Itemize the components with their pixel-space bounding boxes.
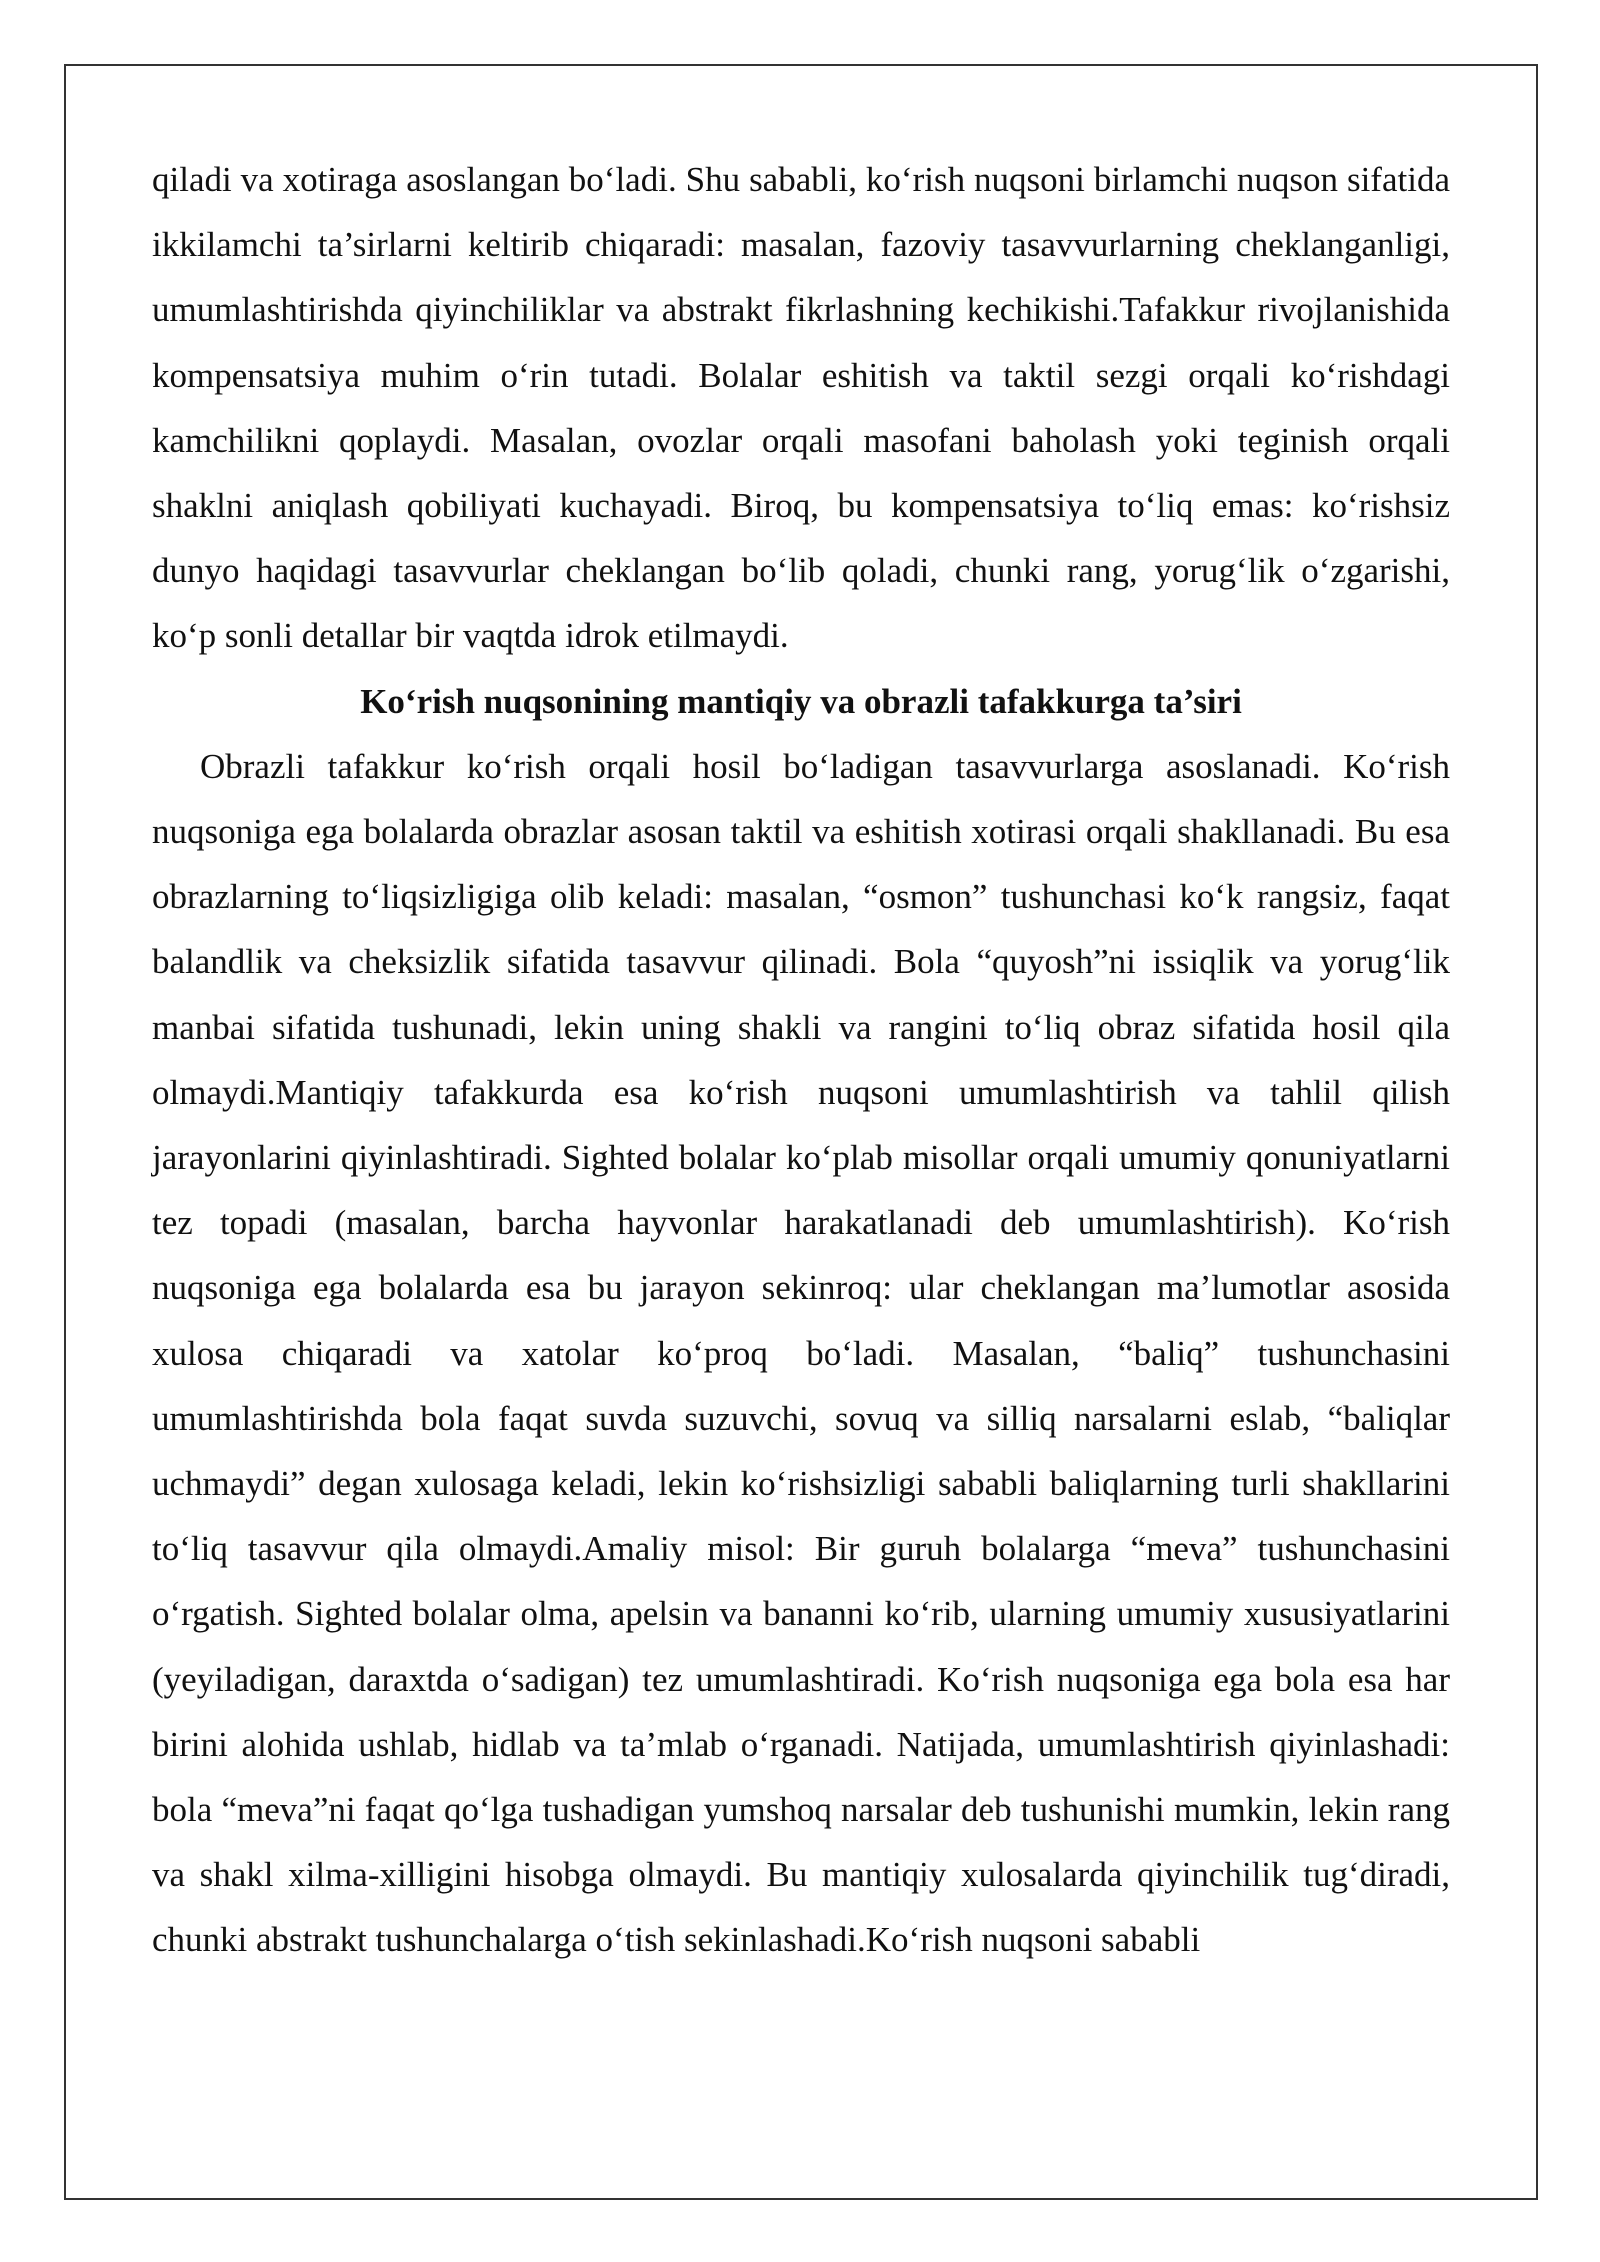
- document-body: [152, 147, 1450, 1973]
- paragraph-continued: qiladi va xotiraga asoslangan bo‘ladi. Shu sababli, ko‘rish nuqsoni birlamchi nuqson sifatida ikkilamchi ta’sirlarni keltirib chiqaradi: masalan, fazoviy tasavvurlarning cheklanganligi, umumlashtirishda qiyinchiliklar va abstrakt fikrlashning kechikishi.Tafakkur rivojlanishida kompensatsiya muhim o‘rin tutadi. Bolalar eshitish va taktil sezgi orqali ko‘rishdagi kamchilikni qoplaydi. Masalan, ovozlar orqali masofani baholash yoki teginish orqali shaklni aniqlash qobiliyati kuchayadi. Biroq, bu kompensatsiya to‘liq emas: ko‘rishsiz dunyo haqidagi tasavvurlar cheklangan bo‘lib qoladi, chunki rang, yorug‘lik o‘zgarishi, ko‘p sonli detallar bir vaqtda idrok etilmaydi.: [152, 160, 1450, 656]
- section-heading: Ko‘rish nuqsonining mantiqiy va obrazli tafakkurga ta’siri: [360, 681, 1242, 721]
- paragraph-main: Obrazli tafakkur ko‘rish orqali hosil bo‘ladigan tasavvurlarga asoslanadi. Ko‘rish nuqsoniga ega bolalarda obrazlar asosan taktil va eshitish xotirasi orqali shakllanadi. Bu esa obrazlarning to‘liqsizligiga olib keladi: masalan, “osmon” tushunchasi ko‘k rangsiz, faqat balandlik va cheksizlik sifatida tasavvur qilinadi. Bola “quyosh”ni issiqlik va yorug‘lik manbai sifatida tushunadi, lekin uning shakli va rangini to‘liq obraz sifatida hosil qila olmaydi.Mantiqiy tafakkurda esa ko‘rish nuqsoni umumlashtirish va tahlil qilish jarayonlarini qiyinlashtiradi. Sighted bolalar ko‘plab misollar orqali umumiy qonuniyatlarni tez topadi (masalan, barcha hayvonlar harakatlanadi deb umumlashtirish). Ko‘rish nuqsoniga ega bolalarda esa bu jarayon sekinroq: ular cheklangan ma’lumotlar asosida xulosa chiqaradi va xatolar ko‘proq bo‘ladi. Masalan, “baliq” tushunchasini umumlashtirishda bola faqat suvda suzuvchi, sovuq va silliq narsalarni eslab, “baliqlar uchmaydi” degan xulosaga keladi, lekin ko‘rishsizligi sababli baliqlarning turli shakllarini to‘liq tasavvur qila olmaydi.Amaliy misol: Bir guruh bolalarga “meva” tushunchasini o‘rgatish. Sighted bolalar olma, apelsin va bananni ko‘rib, ularning umumiy xususiyatlarini (yeyiladigan, daraxtda o‘sadigan) tez umumlashtiradi. Ko‘rish nuqsoniga ega bola esa har birini alohida ushlab, hidlab va ta’mlab o‘rganadi. Natijada, umumlashtirish qiyinlashadi: bola “meva”ni faqat qo‘lga tushadigan yumshoq narsalar deb tushunishi mumkin, lekin rang va shakl xilma-xilligini hisobga olmaydi. Bu mantiqiy xulosalarda qiyinchilik tug‘diradi, chunki abstrakt tushunchalarga o‘tish sekinlashadi.Ko‘rish nuqsoni sababli: [152, 746, 1450, 1960]
